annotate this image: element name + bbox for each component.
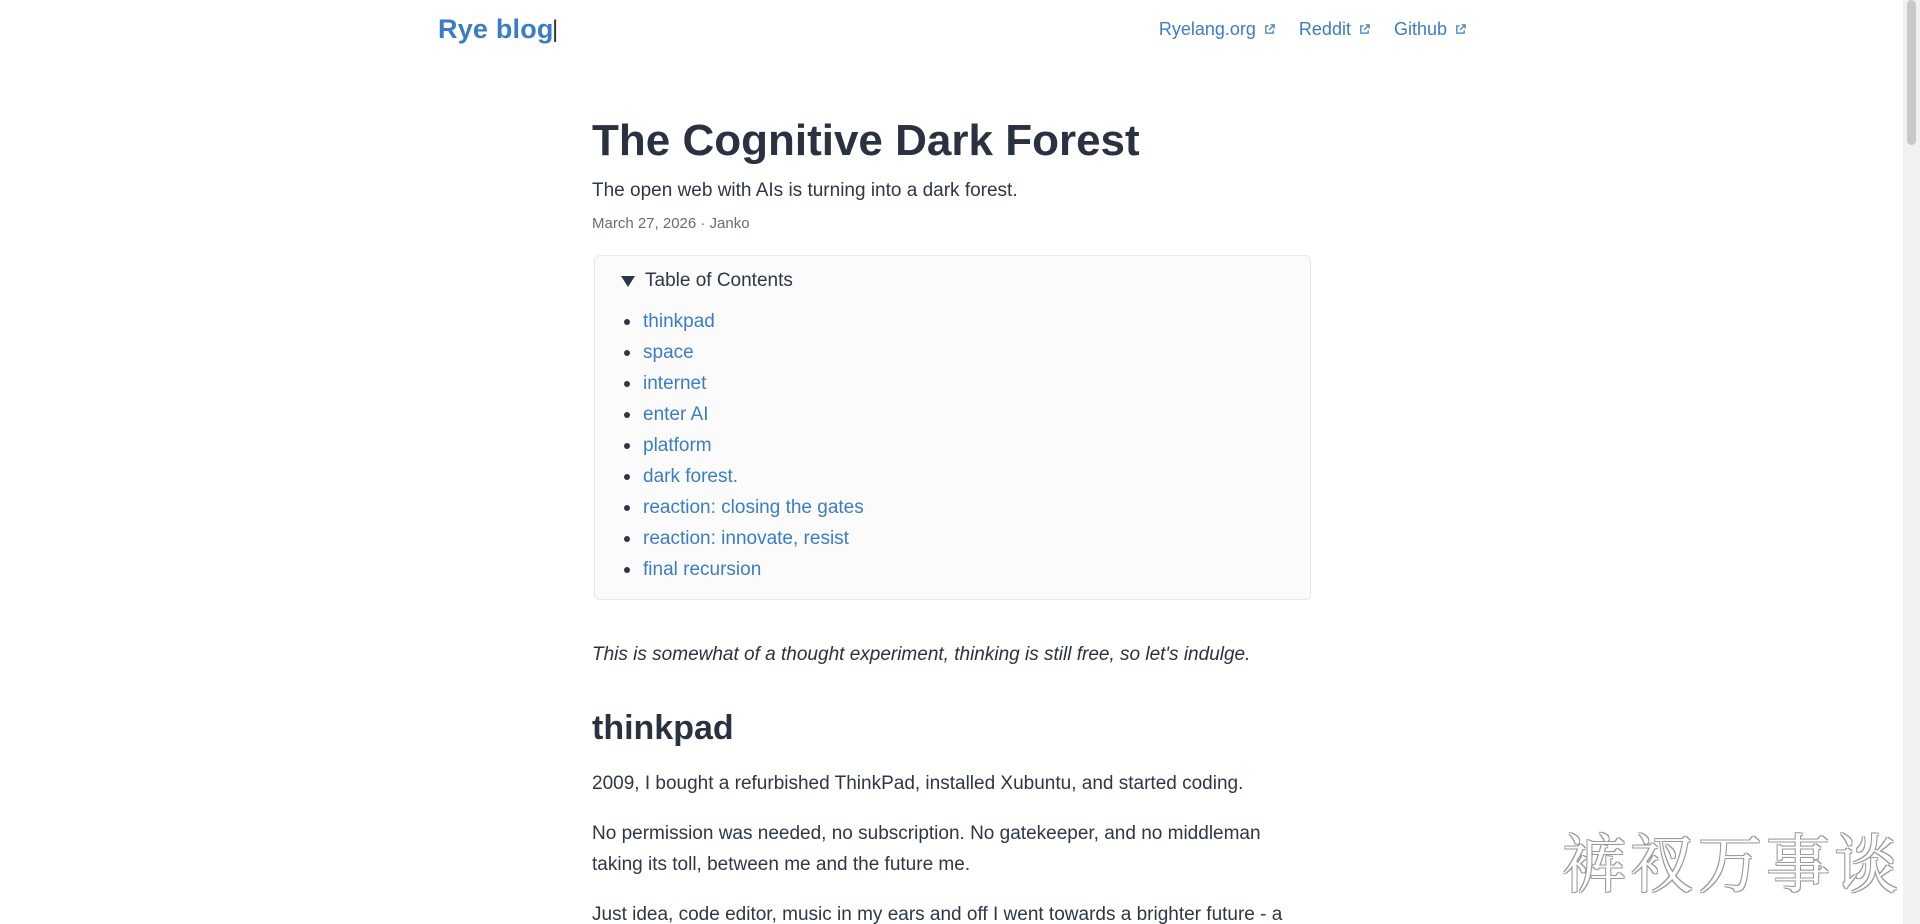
toc-link-dark-forest[interactable]: dark forest. <box>643 466 739 487</box>
blog-article <box>592 112 1312 924</box>
external-link-icon <box>1455 24 1466 35</box>
paragraph: 2009, I bought a refurbished ThinkPad, installed Xubuntu, and started coding. <box>592 773 1244 794</box>
toc-item <box>623 306 1310 337</box>
nav-link-label: Github <box>1393 19 1447 39</box>
toc-link-innovate-resist[interactable]: reaction: innovate, resist <box>643 528 849 549</box>
toc-item <box>623 430 1310 461</box>
external-link-icon <box>1264 24 1275 35</box>
toc-item <box>623 399 1310 430</box>
section-heading-thinkpad: thinkpad <box>592 709 734 747</box>
nav-link-ryelang[interactable] <box>1159 19 1275 40</box>
toc-item <box>623 492 1310 523</box>
brand-link[interactable]: Rye blog <box>438 14 554 44</box>
toc-item <box>623 461 1310 492</box>
brand-separator: | <box>552 16 559 43</box>
article-meta: March 27, 2026 · Janko <box>592 215 750 232</box>
article-title: The Cognitive Dark Forest <box>592 116 1140 165</box>
toc-link-closing-the-gates[interactable]: reaction: closing the gates <box>643 497 864 518</box>
toc-item <box>623 523 1310 554</box>
toc-item <box>623 368 1310 399</box>
vertical-scrollbar[interactable] <box>1903 0 1920 924</box>
toc-item <box>623 337 1310 368</box>
top-navigation-bar <box>438 10 1466 50</box>
toc-link-space[interactable]: space <box>643 342 694 363</box>
disclosure-triangle-icon <box>621 276 635 287</box>
article-subtitle: The open web with AIs is turning into a dark forest. <box>592 180 1018 201</box>
toc-item <box>623 554 1310 585</box>
paragraph: Just idea, code editor, music in my ears and off I went towards a brighter future - a <box>592 904 1283 924</box>
paragraph: No permission was needed, no subscription. No gatekeeper, and no middleman taking its toll, between me and the future me. <box>592 823 1261 875</box>
toc-link-internet[interactable]: internet <box>643 373 707 394</box>
toc-list <box>595 306 1310 585</box>
toc-link-enter-ai[interactable]: enter AI <box>643 404 709 425</box>
nav-link-reddit[interactable] <box>1299 19 1370 40</box>
toc-summary-label: Table of Contents <box>645 270 793 291</box>
nav-link-github[interactable] <box>1394 19 1466 40</box>
nav-link-label: Ryelang.org <box>1158 19 1256 39</box>
toc-toggle[interactable] <box>621 268 1310 294</box>
table-of-contents <box>594 255 1311 600</box>
toc-link-thinkpad[interactable]: thinkpad <box>643 311 715 332</box>
article-intro: This is somewhat of a thought experiment, thinking is still free, so let's indulge. <box>592 644 1251 665</box>
external-link-icon <box>1359 24 1370 35</box>
toc-link-platform[interactable]: platform <box>643 435 712 456</box>
nav-links <box>1159 19 1466 40</box>
nav-link-label: Reddit <box>1298 19 1351 39</box>
watermark: 裤衩万事谈 <box>1562 829 1902 903</box>
toc-link-final-recursion[interactable]: final recursion <box>643 559 762 580</box>
scrollbar-thumb[interactable] <box>1907 0 1916 145</box>
